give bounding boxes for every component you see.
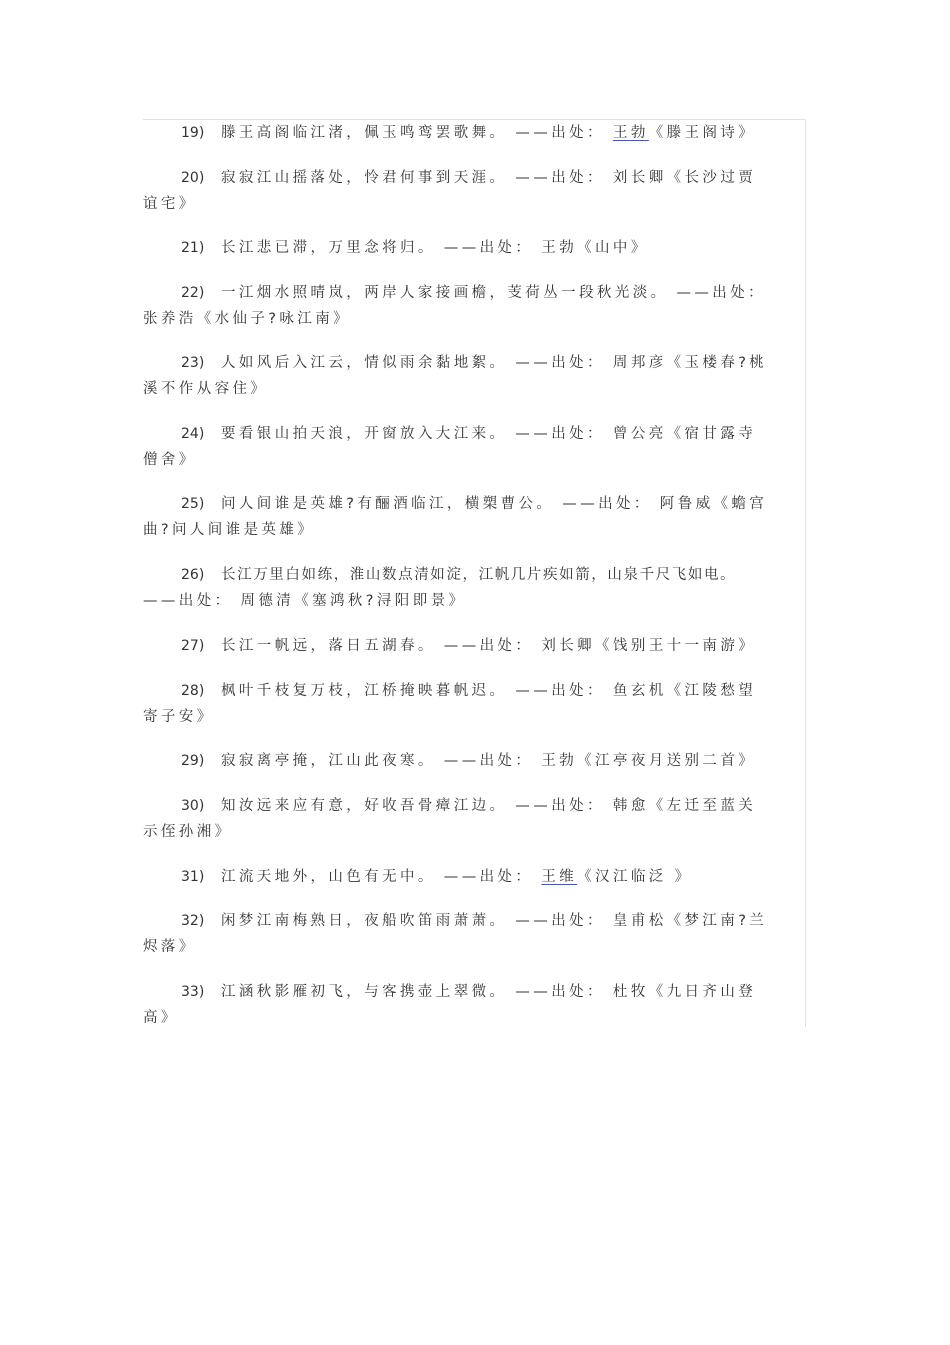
entry-number: 25) [181,496,205,512]
entry-32 [143,908,806,960]
entry-line-1 [143,633,806,659]
entry-line-2: 曲?问人间谁是英雄》 [143,522,316,538]
entry-number: 30) [181,798,205,814]
quote-text: 寂寂离亭掩，江山此夜寒。 ——出处： 王勃《江亭夜月送别二首》 [221,753,757,769]
quote-text: 长江一帆远，落日五湖春。 ——出处： 刘长卿《饯别王十一南游》 [221,638,757,654]
quote-text: 闲梦江南梅熟日，夜船吹笛雨萧萧。 ——出处： 皇甫松《梦江南?兰 [221,913,768,929]
quote-text: 人如风后入江云，情似雨余黏地絮。 ——出处： 周邦彦《玉楼春?桃 [221,355,768,371]
entry-number: 21) [181,240,205,256]
entry-29 [143,748,806,774]
entry-line-1 [143,979,806,1005]
entry-28 [143,678,806,730]
quote-text: 滕王高阁临江渚，佩玉鸣鸾罢歌舞。 ——出处： [221,125,605,141]
entry-number: 29) [181,753,205,769]
entry-number: 24) [181,426,205,442]
quote-text: 江流天地外，山色有无中。 ——出处： [221,869,534,885]
quote-text: 寂寂江山摇落处，怜君何事到天涯。 ——出处： 刘长卿《长沙过贾 [221,170,757,186]
entry-line-1 [143,235,806,261]
entry-number: 31) [181,869,205,885]
entry-23 [143,350,806,402]
entry-21 [143,235,806,261]
entry-line-1 [143,165,806,191]
entry-line-1 [143,748,806,774]
quote-text: 一江烟水照晴岚，两岸人家接画檐，芰荷丛一段秋光淡。 ——出处： [221,285,767,301]
entry-number: 19) [181,125,205,141]
entry-line-2: 寄子安》 [143,709,215,725]
entry-number: 22) [181,285,205,301]
entry-line-2: 烬落》 [143,939,197,955]
entry-30 [143,793,806,845]
entry-number: 28) [181,683,205,699]
entry-line-2: 溪不作从容住》 [143,381,269,397]
entry-line-1 [143,678,806,704]
entry-line-1 [143,793,806,819]
author-link[interactable]: 王维 [541,869,578,885]
entry-line-1 [143,491,806,517]
entry-27 [143,633,806,659]
quote-text: 长江悲已滞，万里念将归。 ——出处： 王勃《山中》 [221,240,649,256]
entry-line-2: ——出处： 周德清《塞鸿秋?浔阳即景》 [143,593,467,609]
quote-text: 知汝远来应有意，好收吾骨瘴江边。 ——出处： 韩愈《左迁至蓝关 [221,798,757,814]
entry-22 [143,280,806,332]
entry-line-2: 谊宅》 [143,196,197,212]
source-title: 《汉江临泛 》 [577,869,693,885]
quote-text: 长江万里白如练，淮山数点清如淀，江帆几片疾如箭，山泉千尺飞如电。 [221,567,737,583]
entry-26 [143,562,806,614]
quote-text: 江涵秋影雁初飞，与客携壶上翠微。 ——出处： 杜牧《九日齐山登 [221,984,757,1000]
entry-line-1 [143,421,806,447]
entry-number: 32) [181,913,205,929]
entry-line-1 [143,562,806,588]
entry-33 [143,979,806,1031]
entry-number: 20) [181,170,205,186]
entry-20 [143,165,806,217]
entry-line-1 [143,350,806,376]
entry-number: 23) [181,355,205,371]
entry-line-1 [143,120,806,146]
entry-line-2: 高》 [143,1010,179,1026]
entry-31 [143,864,806,890]
entry-number: 33) [181,984,205,1000]
quote-text: 枫叶千枝复万枝，江桥掩映暮帆迟。 ——出处： 鱼玄机《江陵愁望 [221,683,757,699]
source-title: 《滕王阁诗》 [648,125,757,141]
author-link[interactable]: 王勃 [612,125,649,141]
quote-text: 问人间谁是英雄?有酾酒临江，横槊曹公。 ——出处： 阿鲁威《蟾宫 [221,496,768,512]
entry-line-2: 张养浩《水仙子?咏江南》 [143,311,351,327]
entry-19 [143,120,806,146]
content-box [143,119,806,1027]
entry-line-1 [143,864,806,890]
entry-number: 27) [181,638,205,654]
entry-number: 26) [181,567,205,583]
entry-24 [143,421,806,473]
entry-line-1 [143,908,806,934]
entry-line-2: 示侄孙湘》 [143,824,233,840]
entry-25 [143,491,806,543]
entry-line-2: 僧舍》 [143,452,197,468]
entry-line-1 [143,280,806,306]
quote-text: 要看银山拍天浪，开窗放入大江来。 ——出处： 曾公亮《宿甘露寺 [221,426,757,442]
